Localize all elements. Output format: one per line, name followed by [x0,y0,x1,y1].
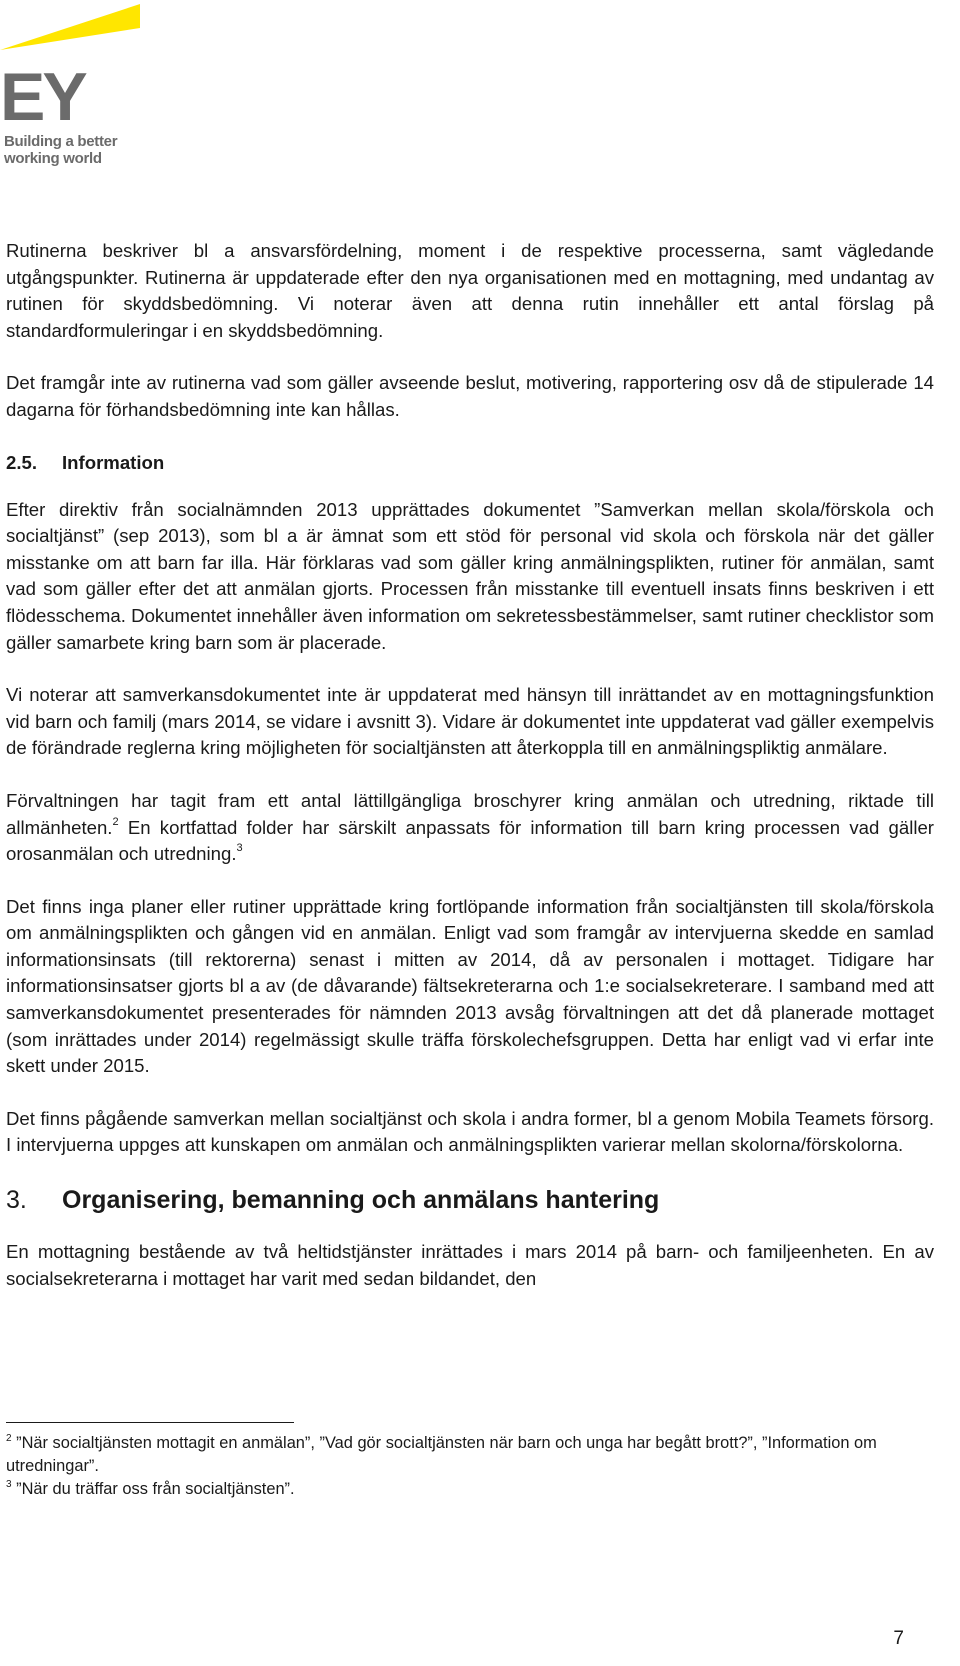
footnotes [6,1432,906,1501]
footnote-ref-3[interactable]: 3 [236,842,243,855]
ey-logo-mark [0,0,160,135]
logo-tagline [4,133,117,167]
brochures-text-a: Förvaltningen har tagit fram ett antal lättillgängliga broschyrer kring anmälan och utredning, riktade till allmänheten. [6,789,934,838]
footnote-2-text: ”När socialtjänsten mottagit en anmälan”, ”Vad gör socialtjänsten när barn och unga har begått brott?”, ”Information om utredningar”. [6,1434,877,1475]
footnote-divider [6,1422,294,1423]
chapter-number: 3. [6,1186,27,1215]
brochures-text-b: En kortfattad folder har särskilt anpassats för information till barn kring processen vad gäller orosanmälan och utredning. [6,816,934,865]
section-heading-2-5 [6,450,934,476]
chapter-title: Organisering, bemanning och anmälans hantering [62,1186,660,1215]
paragraph-cooperation: Det finns pågående samverkan mellan socialtjänst och skola i andra former, bl a genom Mobila Teamets försorg. I intervjuerna uppges att kunskapen om anmälan och anmälningsplikten varierar mellan skolorna/förskolorna. [6,1107,934,1156]
paragraph-routines: Rutinerna beskriver bl a ansvarsfördelning, moment i de respektive processerna, samt vägledande utgångspunkter. Rutinerna är uppdaterade efter den nya organisationen med en mottagning, med undantag av rutinen för skyddsbedömning. Vi noterar även att denna rutin innehåller ett antal förslag på standardformuleringar i en skyddsbedömning. [6,240,934,341]
logo-beam-shape [0,4,140,50]
ey-logo [0,0,160,175]
logo-tagline-line1: Building a better [4,133,118,150]
chapter-heading-3 [6,1185,934,1215]
section-number: 2.5. [6,451,38,473]
paragraph-update-note: Vi noterar att samverkansdokumentet inte är uppdaterat med hänsyn till inrättandet av en mottagningsfunktion vid barn och familj (mars 2014, se vidare i avsnitt 3). Vidare är dokumentet inte uppdaterat vad gäller exempelvis de förändrade reglerna kring möjligheten för socialtjänsten att återkoppla till en anmälningspliktig anmälare. [6,684,934,759]
paragraph-directive: Efter direktiv från socialnämnden 2013 upprättades dokumentet ”Samverkan mellan skola/förskola och socialtjänst” (sep 2013), som bl a är ämnat som ett stöd för personal vid skola och förskola när det gäller misstanke om att barn far illa. Här förklaras vad som gäller kring anmälningsplikten, rutiner för anmälan, samt vad som gäller efter det att anmälan gjorts. Processen från misstanke till eventuell insats finns beskriven i ett flödesschema. Dokumentet innehåller även information om sekretessbestämmelser, samt rutiner checklistor som gäller samarbete kring barn som är placerade. [6,498,934,653]
footnote-ref-2[interactable]: 2 [112,815,119,828]
section-title: Information [62,451,165,473]
paragraph-reception: En mottagning bestående av två heltidstjänster inrättades i mars 2014 på barn- och familjeenheten. En av socialsekreterarna i mottaget har varit med sedan bildandet, den [6,1241,934,1289]
document-body [6,238,934,1318]
logo-tagline-line2: working world [4,150,102,167]
footnote-2-mark: 2 [6,1433,12,1444]
footnote-2 [6,1432,906,1478]
paragraph-deadlines: Det framgår inte av rutinerna vad som gäller avseende beslut, motivering, rapportering osv då de stipulerade 14 dagarna för förhandsbedömning inte kan hållas. [6,372,934,420]
footnote-3-text: ”När du träffar oss från socialtjänsten”. [11,1480,295,1498]
footnote-3-mark: 3 [6,1479,12,1490]
footnote-3 [6,1478,906,1501]
paragraph-information-plans: Det finns inga planer eller rutiner upprättade kring fortlöpande information från socialtjänsten till skola/förskola om anmälningsplikten och gången vid en anmälan. Enligt vad som framgår av intervjuerna skedde en samlad informationsinsats (till rektorerna) senast i mitten av 2014, då av personalen i mottaget. Tidigare har informationsinsatser gjorts bl a av (de dåvarande) fältsekreterarna och 1:e socialsekreterare. I samband med att samverkansdokumentet presenterades för nämnden 2013 avsåg förvaltningen att det då planerade mottaget (som inrättades under 2014) regelmässigt skulle träffa förskolechefsgruppen. Detta har enligt vad vi erfar inte skett under 2015. [6,895,934,1077]
page-number: 7 [893,1628,904,1649]
logo-wordmark: EY [0,59,85,135]
paragraph-brochures [6,788,934,868]
